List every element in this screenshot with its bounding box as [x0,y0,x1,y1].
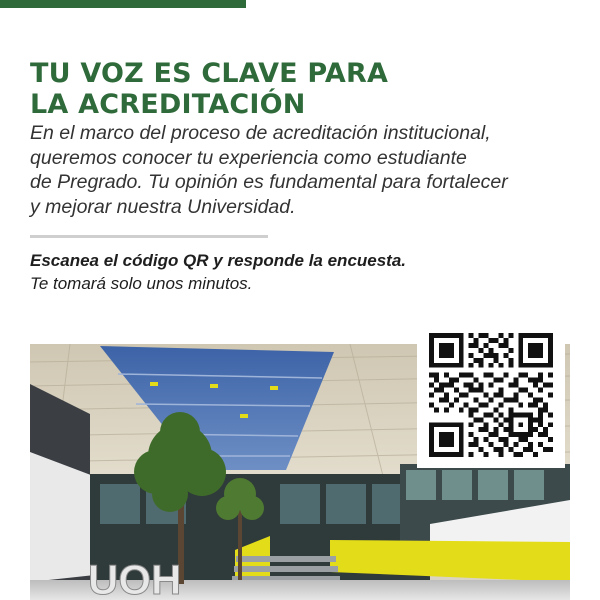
cta-subtitle: Te tomará solo unos minutos. [30,274,253,293]
top-accent-bar [0,0,246,8]
intro-line-2: queremos conocer tu experiencia como estudiante [30,146,467,169]
cta-title: Escanea el código QR y responde la encuesta. [30,251,407,270]
headline-line-1: TU VOZ ES CLAVE PARA [30,58,389,89]
intro-line-4: y mejorar nuestra Universidad. [30,195,296,218]
divider [30,235,268,238]
intro-paragraph [30,121,590,219]
intro-line-1: En el marco del proceso de acreditación institucional, [30,122,491,144]
qr-code-icon [429,333,553,457]
headline-line-2: LA ACREDITACIÓN [30,89,306,120]
qr-code [417,322,565,468]
headline [30,58,388,120]
campus-sign-text: UOH [88,556,182,600]
intro-line-3: de Pregrado. Tu opinión es fundamental para fortalecer [30,171,508,193]
